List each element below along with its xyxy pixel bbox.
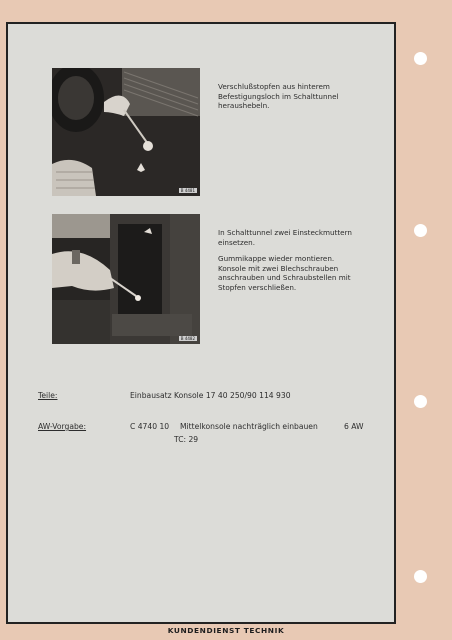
caption-text: Verschlußstopfen aus hinterem Befestigungsloch im Schalttunnel heraushebeln. (218, 82, 339, 111)
footer-department: KUNDENDIENST TECHNIK (167, 626, 285, 635)
photo-number-tag: B 4481 (180, 188, 195, 193)
binder-hole (414, 52, 427, 65)
photo-remove-plug (52, 68, 200, 196)
parts-value: Einbausatz Konsole 17 40 250/90 114 930 (130, 391, 291, 400)
binder-hole (414, 224, 427, 237)
labour-code: C 4740 10 (130, 422, 170, 431)
parts-label: Teile: (38, 391, 58, 400)
caption-step-1 (218, 82, 358, 118)
binder-hole (414, 395, 427, 408)
labour-label: AW-Vorgabe: (38, 422, 87, 431)
photo-number-tag: B 4482 (180, 336, 195, 341)
caption-text-a: In Schalttunnel zwei Einsteckmuttern einsetzen. (218, 228, 352, 247)
caption-text-b: Gummikappe wieder montieren. Konsole mit zwei Blechschrauben anschrauben und Schraubstellen mit Stopfen verschließen. (218, 254, 351, 292)
labour-description: Mittelkonsole nachträglich einbauen (180, 422, 318, 431)
caption-step-2 (218, 228, 358, 300)
labour-tc: TC: 29 (174, 435, 199, 444)
photo-install-console-image (52, 214, 200, 344)
binder-hole (414, 570, 427, 583)
photo-remove-plug-image (52, 68, 200, 196)
labour-aw: 6 AW (344, 422, 364, 431)
photo-install-console (52, 214, 200, 344)
document-sheet (6, 22, 396, 624)
